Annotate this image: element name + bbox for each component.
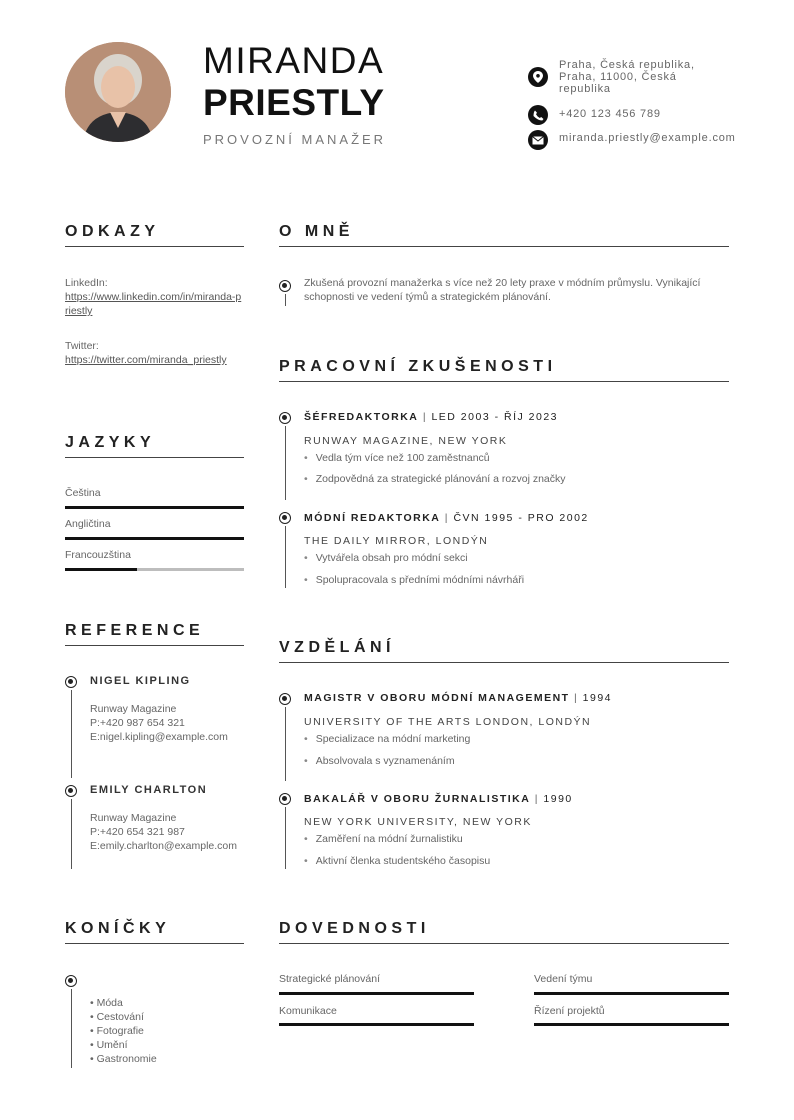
timeline-line bbox=[285, 807, 286, 869]
timeline-dot-icon bbox=[65, 975, 77, 987]
timeline-line bbox=[71, 799, 72, 869]
profile-photo bbox=[65, 42, 171, 142]
hobbies-divider bbox=[65, 943, 244, 944]
timeline-line bbox=[285, 526, 286, 588]
hobby-item: • Umění bbox=[90, 1039, 128, 1051]
timeline-dot-icon bbox=[279, 693, 291, 705]
skill-name: Strategické plánování bbox=[279, 973, 380, 985]
skill-level-fill bbox=[534, 992, 729, 995]
reference-phone: P:+420 654 321 987 bbox=[90, 826, 185, 838]
about-text: Zkušená provozní manažerka s více než 20 lety praxe v módním průmyslu. Vynikající schopnosti ve vedení týmů a strategickém plánování. bbox=[304, 277, 701, 303]
degree-name: BAKALÁŘ V OBORU ŽURNALISTIKA bbox=[304, 793, 531, 805]
skill-level-fill bbox=[534, 1023, 729, 1026]
education-bullet: • Absolvovala s vyznamenáním bbox=[304, 755, 455, 767]
timeline-dot-icon bbox=[65, 676, 77, 688]
reference-phone: P:+420 987 654 321 bbox=[90, 717, 185, 729]
job-bullet: • Spolupracovala s předními módními návrháři bbox=[304, 574, 524, 586]
reference-company: Runway Magazine bbox=[90, 703, 177, 715]
skill-level-bar bbox=[534, 1023, 729, 1026]
timeline-line bbox=[71, 690, 72, 778]
about-heading: O MNĚ bbox=[279, 223, 354, 240]
about-divider bbox=[279, 246, 729, 247]
job-dates: LED 2003 - ŘÍJ 2023 bbox=[431, 411, 559, 423]
link-item-twitter bbox=[65, 339, 244, 367]
contact-email: miranda.priestly@example.com bbox=[559, 132, 736, 144]
job-bullet: • Zodpovědná za strategické plánování a rozvoj značky bbox=[304, 473, 566, 485]
reference-email: E:emily.charlton@example.com bbox=[90, 840, 238, 852]
first-name: MIRANDA bbox=[203, 40, 385, 81]
link-item-linkedin bbox=[65, 276, 244, 318]
language-level-bar bbox=[65, 537, 244, 540]
job-bullet: • Vedla tým více než 100 zaměstnanců bbox=[304, 452, 490, 464]
hobby-item: • Gastronomie bbox=[90, 1053, 157, 1065]
languages-heading: JAZYKY bbox=[65, 434, 156, 451]
education-heading: VZDĚLÁNÍ bbox=[279, 639, 395, 656]
contact-phone: +420 123 456 789 bbox=[559, 108, 661, 120]
link-label: Twitter: bbox=[65, 340, 99, 352]
skill-name: Řízení projektů bbox=[534, 1005, 605, 1017]
hobbies-heading: KONÍČKY bbox=[65, 920, 171, 937]
experience-heading: PRACOVNÍ ZKUŠENOSTI bbox=[279, 358, 557, 375]
education-school: NEW YORK UNIVERSITY, NEW YORK bbox=[304, 816, 532, 828]
timeline-line bbox=[285, 426, 286, 500]
job-title: MÓDNÍ REDAKTORKA | ČVN 1995 - PRO 2002 bbox=[304, 512, 589, 524]
hobby-item: • Móda bbox=[90, 997, 123, 1009]
timeline-dot-icon bbox=[279, 412, 291, 424]
links-heading: ODKAZY bbox=[65, 223, 160, 240]
education-dates: 1990 bbox=[543, 793, 573, 805]
reference-name: NIGEL KIPLING bbox=[90, 675, 191, 687]
degree-name: MAGISTR V OBORU MÓDNÍ MANAGEMENT bbox=[304, 692, 570, 704]
job-company: THE DAILY MIRROR, LONDÝN bbox=[304, 535, 489, 547]
email-icon bbox=[528, 130, 548, 150]
linkedin-link[interactable]: https://www.linkedin.com/in/miranda-priestly bbox=[65, 291, 242, 317]
education-bullet: • Specializace na módní marketing bbox=[304, 733, 470, 745]
education-bullet: • Aktivní členka studentského časopisu bbox=[304, 855, 490, 867]
job-company: RUNWAY MAGAZINE, NEW YORK bbox=[304, 435, 508, 447]
education-school: UNIVERSITY OF THE ARTS LONDON, LONDÝN bbox=[304, 716, 592, 728]
skill-name: Vedení týmu bbox=[534, 973, 593, 985]
education-title: MAGISTR V OBORU MÓDNÍ MANAGEMENT | 1994 bbox=[304, 692, 612, 704]
timeline-line bbox=[71, 989, 72, 1068]
timeline-dot-icon bbox=[279, 280, 291, 292]
hobby-item: • Fotografie bbox=[90, 1025, 144, 1037]
link-label: LinkedIn: bbox=[65, 277, 108, 289]
language-name: Čeština bbox=[65, 487, 101, 499]
location-icon bbox=[528, 67, 548, 87]
skill-level-fill bbox=[279, 992, 474, 995]
reference-details bbox=[90, 811, 242, 853]
education-title: BAKALÁŘ V OBORU ŽURNALISTIKA | 1990 bbox=[304, 793, 573, 805]
languages-divider bbox=[65, 457, 244, 458]
skill-level-bar bbox=[279, 1023, 474, 1026]
job-dates: ČVN 1995 - PRO 2002 bbox=[453, 512, 589, 524]
job-bullet: • Vytvářela obsah pro módní sekci bbox=[304, 552, 468, 564]
language-level-fill bbox=[65, 537, 244, 540]
skill-level-bar bbox=[279, 992, 474, 995]
job-title: ŠÉFREDAKTORKA | LED 2003 - ŘÍJ 2023 bbox=[304, 411, 559, 423]
education-bullet: • Zaměření na módní žurnalistiku bbox=[304, 833, 463, 845]
job-role: PROVOZNÍ MANAŽER bbox=[203, 132, 387, 147]
timeline-dot-icon bbox=[279, 512, 291, 524]
language-level-bar bbox=[65, 568, 244, 571]
last-name: PRIESTLY bbox=[203, 82, 385, 123]
job-position: ŠÉFREDAKTORKA bbox=[304, 411, 419, 423]
links-divider bbox=[65, 246, 244, 247]
timeline-line bbox=[285, 294, 286, 306]
language-level-fill bbox=[65, 506, 244, 509]
job-position: MÓDNÍ REDAKTORKA bbox=[304, 512, 441, 524]
references-divider bbox=[65, 645, 244, 646]
language-name: Francouzština bbox=[65, 549, 131, 561]
language-level-bar bbox=[65, 506, 244, 509]
experience-divider bbox=[279, 381, 729, 382]
timeline-dot-icon bbox=[279, 793, 291, 805]
twitter-link[interactable]: https://twitter.com/miranda_priestly bbox=[65, 354, 227, 366]
reference-details bbox=[90, 702, 242, 744]
skill-name: Komunikace bbox=[279, 1005, 337, 1017]
reference-company: Runway Magazine bbox=[90, 812, 177, 824]
skills-heading: DOVEDNOSTI bbox=[279, 920, 430, 937]
reference-email: E:nigel.kipling@example.com bbox=[90, 731, 228, 743]
timeline-dot-icon bbox=[65, 785, 77, 797]
education-divider bbox=[279, 662, 729, 663]
hobbies-list bbox=[90, 996, 157, 1066]
contact-address: Praha, Česká republika, Praha, 11000, Česká republika bbox=[559, 59, 695, 95]
portrait-image bbox=[65, 42, 171, 142]
references-heading: REFERENCE bbox=[65, 622, 205, 639]
phone-icon bbox=[528, 105, 548, 125]
timeline-line bbox=[285, 707, 286, 781]
hobby-item: • Cestování bbox=[90, 1011, 144, 1023]
language-level-fill bbox=[65, 568, 137, 571]
skill-level-bar bbox=[534, 992, 729, 995]
reference-name: EMILY CHARLTON bbox=[90, 784, 208, 796]
education-dates: 1994 bbox=[582, 692, 612, 704]
skills-divider bbox=[279, 943, 729, 944]
skill-level-fill bbox=[279, 1023, 474, 1026]
language-name: Angličtina bbox=[65, 518, 111, 530]
